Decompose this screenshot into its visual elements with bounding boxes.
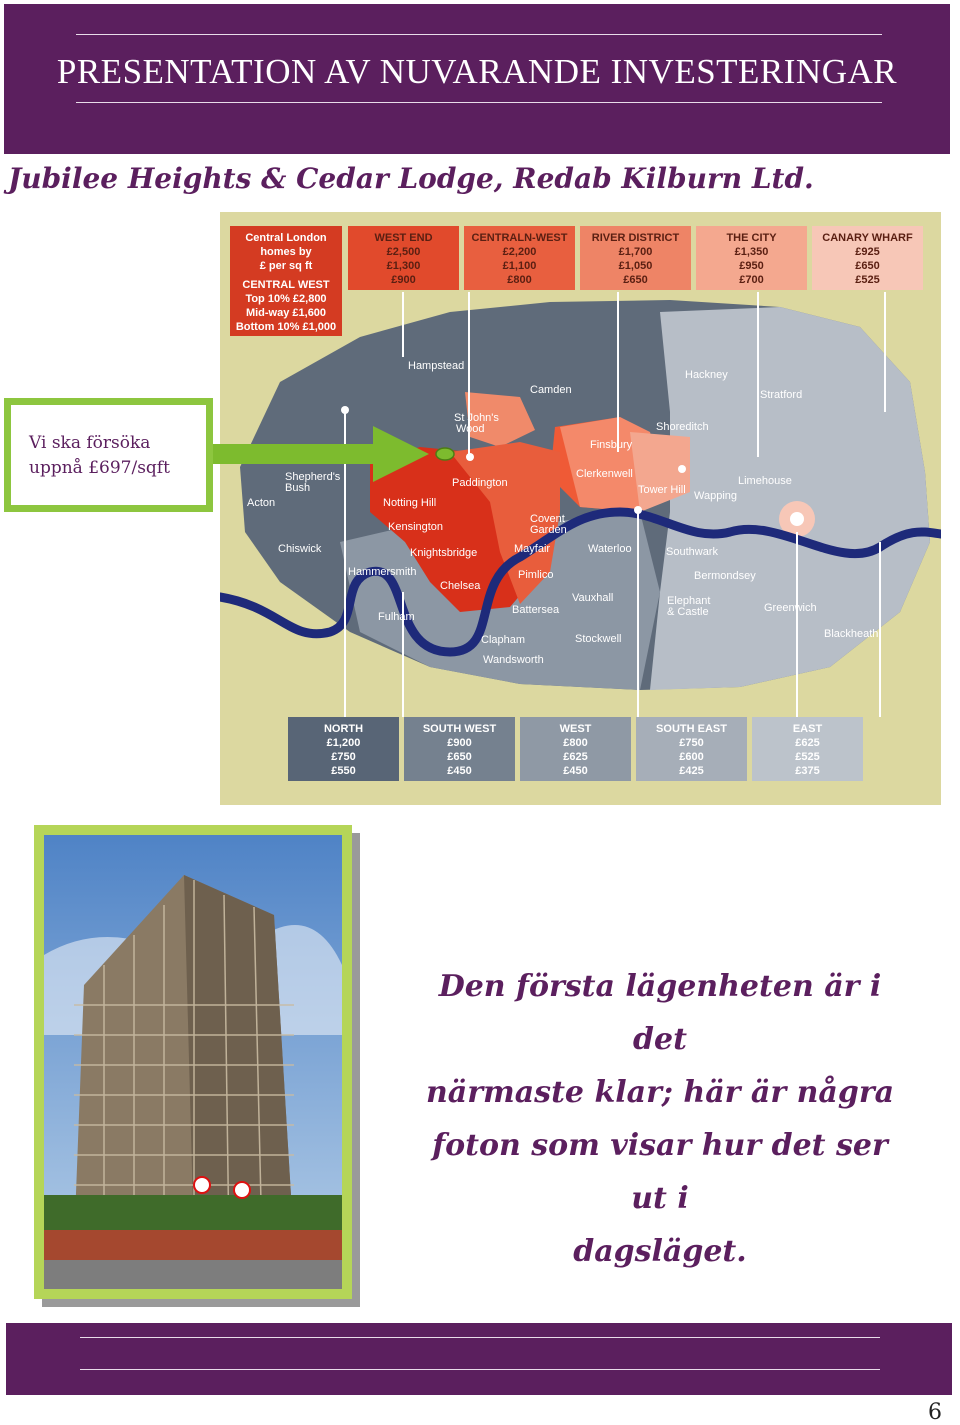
header-rule-bottom <box>76 102 882 103</box>
bottom-region-price: £625 <box>563 751 588 763</box>
top-region-price: £1,700 <box>618 246 653 258</box>
top-region-price: £1,050 <box>618 260 653 272</box>
top-region-boxes <box>348 226 923 290</box>
body-line-1: Den första lägenheten är i det <box>438 969 882 1057</box>
footer-rule-top <box>80 1337 880 1338</box>
area-acton: Acton <box>247 497 276 509</box>
area-covent: Covent <box>530 513 565 525</box>
area-kensington: Kensington <box>388 521 444 533</box>
top-region-name: THE CITY <box>726 232 777 244</box>
area-battersea: Battersea <box>512 604 560 616</box>
bottom-region-price: £750 <box>679 737 704 749</box>
bottom-region-price: £450 <box>563 765 588 777</box>
top-region-price: £1,300 <box>386 260 421 272</box>
area-hampstead: Hampstead <box>408 360 465 372</box>
bottom-region-name: WEST <box>559 723 592 735</box>
area-bermondsey: Bermondsey <box>694 570 756 582</box>
bottom-region-price: £800 <box>563 737 588 749</box>
london-price-map <box>220 212 941 805</box>
project-subtitle: Jubilee Heights & Cedar Lodge, Redab Kilburn Ltd. <box>8 162 814 195</box>
area-greenwich: Greenwich <box>764 602 817 614</box>
top-region-price: £950 <box>739 260 764 272</box>
area-waterloo: Waterloo <box>588 543 632 555</box>
area-paddington: Paddington <box>452 477 508 489</box>
bottom-region-name: SOUTH WEST <box>422 723 497 735</box>
top-region-name: CANARY WHARF <box>822 232 913 244</box>
page-title: PRESENTATION AV NUVARANDE INVESTERINGAR <box>56 52 898 91</box>
area-stockwell: Stockwell <box>575 633 622 645</box>
top-region-name: CENTRALN-WEST <box>471 232 568 244</box>
area-knightsbridge: Knightsbridge <box>410 547 478 559</box>
area-garden: Garden <box>530 524 567 536</box>
area-elephant: Elephant <box>667 595 711 607</box>
bottom-region-price: £525 <box>795 751 820 763</box>
area-clerkenwell: Clerkenwell <box>576 468 633 480</box>
bottom-region-price: £900 <box>447 737 472 749</box>
header-rule-top <box>76 34 882 35</box>
area-chiswick: Chiswick <box>278 543 322 555</box>
bottom-region-price: £450 <box>447 765 472 777</box>
top-region-name: WEST END <box>374 232 433 244</box>
top-region-price: £1,350 <box>734 246 769 258</box>
area-clapham: Clapham <box>481 634 526 646</box>
area-pimlico: Pimlico <box>518 569 554 581</box>
area-mayfair: Mayfair <box>514 543 551 555</box>
legend-line-2: homes by <box>260 246 312 258</box>
top-region-price: £900 <box>391 274 416 286</box>
area-shepherds: Shepherd's <box>285 471 341 483</box>
area-notting-hill: Notting Hill <box>383 497 437 509</box>
area-shoreditch: Shoreditch <box>656 421 709 433</box>
area-vauxhall: Vauxhall <box>572 592 614 604</box>
page-number: 6 <box>928 1400 942 1425</box>
top-region-price: £2,200 <box>502 246 537 258</box>
bottom-region-name: SOUTH EAST <box>656 723 727 735</box>
top-region-price: £800 <box>507 274 532 286</box>
area-finsbury: Finsbury <box>590 439 633 451</box>
construction-photo <box>44 835 342 1289</box>
legend-line-1: Central London <box>245 232 327 244</box>
callout-line-2: uppnå £697/sqft <box>29 458 170 478</box>
footer-rule-bottom <box>80 1369 880 1370</box>
area-hackney: Hackney <box>685 369 728 381</box>
callout-line-1: Vi ska försöka <box>29 433 151 453</box>
bottom-region-price: £550 <box>331 765 356 777</box>
legend-line-7: Bottom 10% £1,000 <box>235 321 337 333</box>
top-region-price: £525 <box>855 274 880 286</box>
top-region-name: RIVER DISTRICT <box>591 232 680 244</box>
footer-banner <box>6 1323 952 1395</box>
area-fulham: Fulham <box>378 611 415 623</box>
bottom-region-boxes <box>288 717 863 781</box>
area-wood: Wood <box>456 423 485 435</box>
bottom-region-price: £625 <box>795 737 820 749</box>
bottom-region-price: £1,200 <box>326 737 361 749</box>
target-price-callout <box>4 398 213 512</box>
area-tower-hill: Tower Hill <box>638 484 686 496</box>
area-bush: Bush <box>285 482 311 494</box>
top-region-price: £925 <box>855 246 880 258</box>
legend-line-5: Top 10% £2,800 <box>245 293 327 305</box>
map-legend <box>230 226 342 336</box>
bottom-region-name: EAST <box>792 723 823 735</box>
top-region-price: £650 <box>623 274 648 286</box>
canary-wharf-marker <box>790 512 804 526</box>
top-region-price: £2,500 <box>386 246 421 258</box>
legend-line-4: CENTRAL WEST <box>242 279 330 291</box>
area-chelsea: Chelsea <box>440 580 481 592</box>
area-southwark: Southwark <box>666 546 718 558</box>
area-stratford: Stratford <box>760 389 803 401</box>
bottom-region-name: NORTH <box>323 723 364 735</box>
bottom-region-price: £650 <box>447 751 472 763</box>
header-banner <box>4 4 950 154</box>
area-hammersmith: Hammersmith <box>348 566 417 578</box>
top-region-price: £650 <box>855 260 880 272</box>
body-line-3: foton som visar hur det ser ut i <box>432 1128 888 1216</box>
area-limehouse: Limehouse <box>738 475 792 487</box>
top-region-price: £700 <box>739 274 764 286</box>
bottom-region-price: £750 <box>331 751 356 763</box>
legend-line-6: Mid-way £1,600 <box>245 307 327 319</box>
body-line-2: närmaste klar; här är några <box>425 1075 895 1110</box>
area-camden: Camden <box>530 384 572 396</box>
callout-arrow <box>213 426 429 482</box>
bottom-region-price: £600 <box>679 751 704 763</box>
legend-line-3: £ per sq ft <box>259 260 313 272</box>
photo-description <box>425 960 895 1278</box>
area-castle: & Castle <box>667 606 709 618</box>
bottom-region-price: £425 <box>679 765 704 777</box>
construction-photo-frame <box>34 825 352 1299</box>
area-wandsworth: Wandsworth <box>483 654 544 666</box>
bottom-region-price: £375 <box>795 765 820 777</box>
area-blackheath: Blackheath <box>824 628 879 640</box>
area-st-johns: St John's <box>454 412 499 424</box>
body-line-4: dagsläget. <box>573 1234 747 1269</box>
top-region-price: £1,100 <box>502 260 537 272</box>
area-wapping: Wapping <box>694 490 738 502</box>
